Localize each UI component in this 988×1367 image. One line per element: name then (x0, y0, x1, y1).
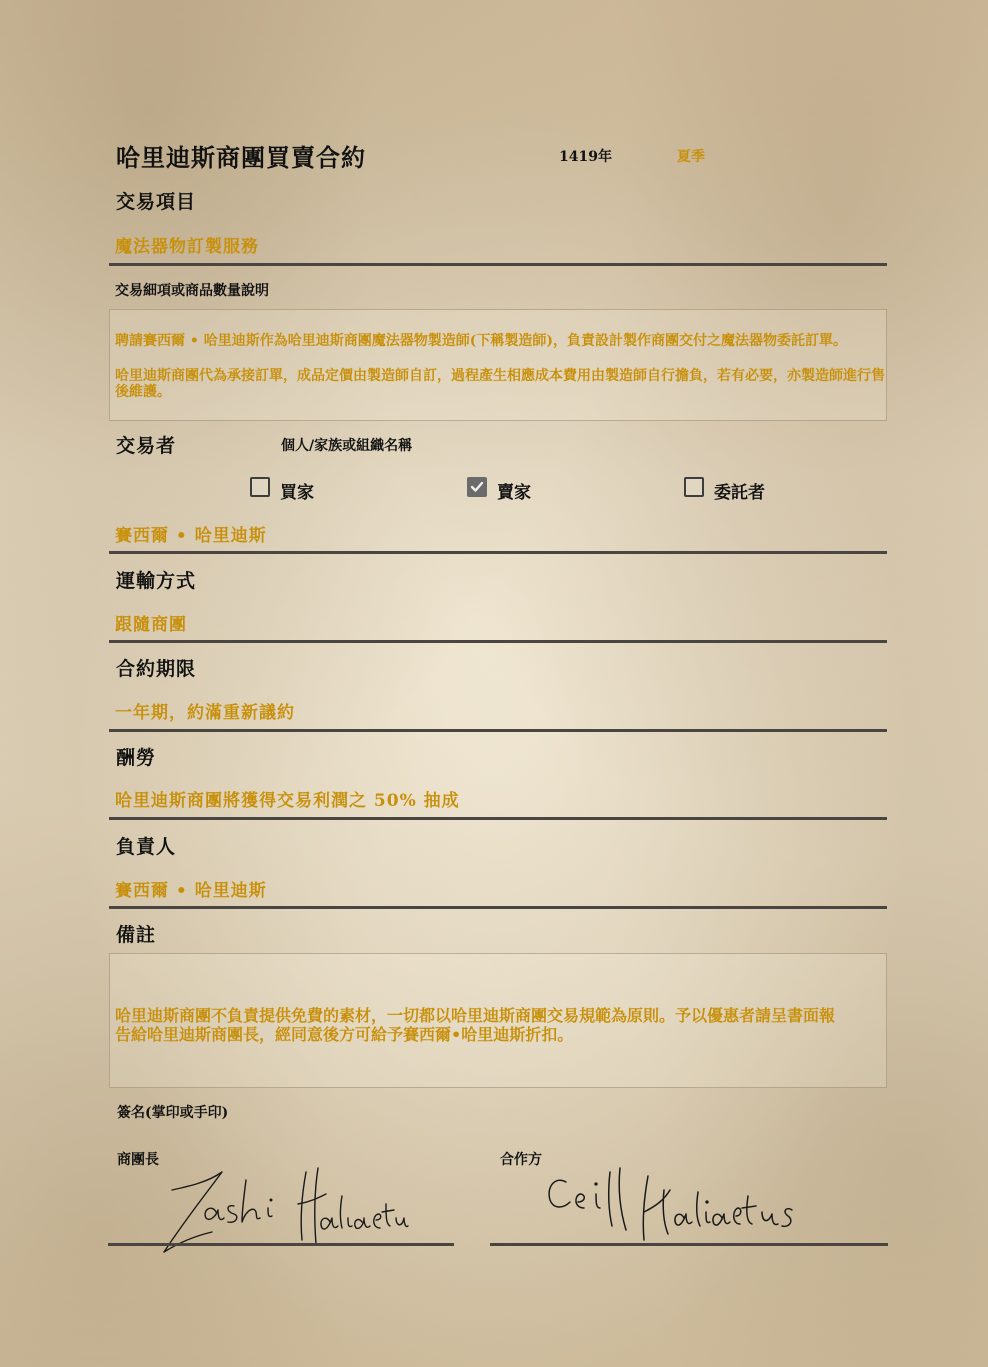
divider (109, 817, 887, 820)
signature-label: 簽名(掌印或手印) (117, 1105, 229, 1121)
transport-label: 運輸方式 (116, 570, 197, 592)
term-value: 一年期，約滿重新議約 (115, 703, 295, 723)
contract-title: 哈里迪斯商團買賣合約 (116, 143, 366, 172)
contract-season: 夏季 (677, 149, 705, 165)
commissioner-checkbox[interactable] (684, 477, 704, 497)
trader-label: 交易者 (116, 435, 177, 457)
transport-value: 跟隨商團 (115, 615, 187, 635)
reward-value: 哈里迪斯商團將獲得交易利潤之 50% 抽成 (115, 791, 460, 811)
trade-item-value: 魔法器物訂製服務 (115, 237, 259, 257)
divider (109, 551, 887, 554)
check-icon (470, 480, 484, 494)
details-box (109, 309, 887, 421)
trader-sub-label: 個人/家族或組織名稱 (281, 438, 413, 454)
divider (109, 906, 887, 909)
divider (109, 263, 887, 266)
contract-year: 1419年 (559, 149, 612, 165)
details-paragraph-1: 聘請賽西爾 • 哈里迪斯作為哈里迪斯商團魔法器物製造師(下稱製造師)，負責設計製作商團交付之魔法器物委託訂單。 (115, 333, 847, 349)
trader-value: 賽西爾 • 哈里迪斯 (115, 526, 267, 546)
divider (109, 729, 887, 732)
details-label: 交易細項或商品數量說明 (115, 283, 269, 299)
term-label: 合約期限 (116, 658, 197, 680)
notes-label: 備註 (116, 924, 157, 946)
divider (109, 640, 887, 643)
seller-checkbox[interactable] (467, 477, 487, 497)
reward-label: 酬勞 (116, 747, 157, 769)
trade-item-label: 交易項目 (116, 191, 197, 213)
commissioner-label: 委託者 (714, 483, 765, 503)
partner-signature (540, 1160, 810, 1250)
buyer-label: 買家 (280, 483, 314, 503)
partner-label: 合作方 (500, 1152, 542, 1168)
leader-label: 商團長 (117, 1152, 159, 1168)
responsible-value: 賽西爾 • 哈里迪斯 (115, 881, 267, 901)
partner-signature-line (490, 1243, 888, 1246)
notes-text: 哈里迪斯商團不負責提供免費的素材，一切都以哈里迪斯商團交易規範為原則。予以優惠者請呈書面報告給哈里迪斯商團長，經同意後方可給予賽西爾•哈里迪斯折扣。 (115, 1006, 836, 1044)
notes-box (109, 953, 887, 1088)
leader-signature-line (108, 1243, 454, 1246)
details-paragraph-2: 哈里迪斯商團代為承接訂單，成品定價由製造師自訂，過程產生相應成本費用由製造師自行擔負，若有必要，亦製造師進行售後維護。 (115, 368, 885, 400)
responsible-label: 負責人 (116, 836, 177, 858)
seller-label: 賣家 (497, 483, 531, 503)
buyer-checkbox[interactable] (250, 477, 270, 497)
